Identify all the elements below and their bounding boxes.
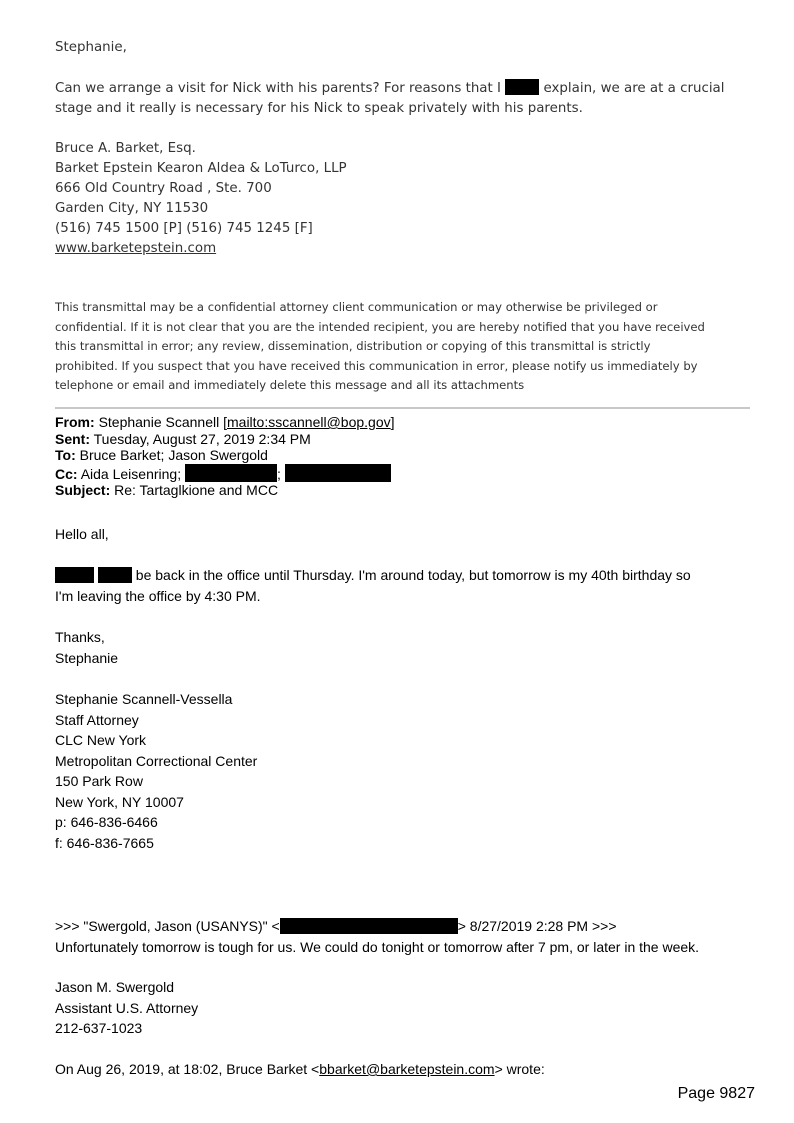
sent-label: Sent: xyxy=(55,430,90,447)
from-close: ] xyxy=(390,414,395,430)
redaction xyxy=(185,464,277,482)
disclaimer-line: confidential. If it is not clear that you are the intended recipient, you are hereby notified that you have received xyxy=(55,319,705,334)
cc-label: Cc: xyxy=(55,465,78,482)
redaction xyxy=(285,464,391,482)
message3-quote-header xyxy=(55,916,617,937)
intro-prefix: On Aug 26, 2019, at 18:02, Bruce Barket < xyxy=(55,1061,320,1077)
greeting-stephanie xyxy=(55,38,127,58)
signature-line: CLC New York xyxy=(55,732,147,748)
signature-name: Bruce A. Barket, Esq. xyxy=(55,141,196,156)
sent-row xyxy=(55,431,395,448)
signature-line: Assistant U.S. Attorney xyxy=(55,999,199,1016)
disclaimer-line: telephone or email and immediately delete this message and all its attachments xyxy=(55,378,525,392)
subject-label: Subject: xyxy=(55,482,111,498)
redaction xyxy=(55,567,94,583)
scannell-signature xyxy=(55,689,257,853)
signature-address1: 666 Old Country Road , Ste. 700 xyxy=(55,181,272,196)
from-label: From: xyxy=(55,414,95,430)
redaction xyxy=(98,567,132,583)
page-number: Page 9827 xyxy=(677,1085,755,1102)
signature-firm: Barket Epstein Kearon Aldea & LoTurco, LLP xyxy=(55,161,347,176)
message4-intro xyxy=(55,1059,545,1080)
disclaimer-line: prohibited. If you suspect that you have received this communication in error, please notify us immediately by xyxy=(55,358,698,373)
to-label: To: xyxy=(55,447,76,463)
intro-email-link[interactable]: bbarket@barketepstein.com xyxy=(319,1061,495,1077)
message3-body: Unfortunately tomorrow is tough for us. We could do tonight or tomorrow after 7 pm, or later in the week. xyxy=(55,939,700,955)
message1-body xyxy=(55,79,755,119)
disclaimer-line: This transmittal may be a confidential attorney client communication or may otherwise be privileged or xyxy=(55,300,658,314)
message2-signoff xyxy=(55,627,118,668)
swergold-signature xyxy=(55,977,198,1039)
disclaimer-line: this transmittal in error; any review, dissemination, distribution or copying of this transmittal is strictly xyxy=(55,339,651,353)
greeting-text: Stephanie, xyxy=(55,40,127,55)
cc-separator: ; xyxy=(276,465,281,482)
cc-row xyxy=(55,464,395,483)
barket-signature xyxy=(55,139,347,259)
from-email-link[interactable]: mailto:sscannell@bop.gov xyxy=(227,414,391,430)
to-value: Bruce Barket; Jason Swergold xyxy=(79,447,268,463)
redaction xyxy=(280,918,458,934)
to-row xyxy=(55,447,395,464)
from-row xyxy=(55,414,395,431)
quote-suffix: > 8/27/2019 2:28 PM >>> xyxy=(457,918,617,934)
confidentiality-disclaimer xyxy=(55,298,755,396)
from-value: Stephanie Scannell [ xyxy=(98,414,227,430)
quote-prefix: >>> "Swergold, Jason (USANYS)" < xyxy=(55,918,280,934)
sign-name: Stephanie xyxy=(55,649,119,666)
signature-line: Staff Attorney xyxy=(55,711,139,728)
message2-line1-text: be back in the office until Thursday. I'm around today, but tomorrow is my 40th birthday so xyxy=(135,567,691,583)
subject-row xyxy=(55,482,395,499)
thanks-text: Thanks, xyxy=(55,629,105,645)
signature-phones: (516) 745 1500 [P] (516) 745 1245 [F] xyxy=(55,221,313,236)
body-text-part2: explain, we are at a crucial xyxy=(543,81,725,96)
signature-line: Metropolitan Correctional Center xyxy=(55,752,258,769)
message1-line2: stage and it really is necessary for his Nick to speak privately with his parents. xyxy=(55,101,583,116)
signature-line: 212-637-1023 xyxy=(55,1020,143,1036)
signature-line: New York, NY 10007 xyxy=(55,793,184,810)
message2-greeting: Hello all, xyxy=(55,526,109,542)
signature-line: p: 646-836-6466 xyxy=(55,814,158,830)
message2-body xyxy=(55,565,755,606)
message2-line1 xyxy=(55,565,755,586)
website-link[interactable]: www.barketepstein.com xyxy=(55,241,217,256)
message2-line2: I'm leaving the office by 4:30 PM. xyxy=(55,587,261,604)
subject-value: Re: Tartaglkione and MCC xyxy=(114,482,279,498)
redaction xyxy=(505,79,539,95)
email-header xyxy=(55,414,395,499)
signature-line: 150 Park Row xyxy=(55,773,143,789)
signature-address2: Garden City, NY 11530 xyxy=(55,201,209,216)
signature-line: Stephanie Scannell-Vessella xyxy=(55,691,233,707)
body-text-part1: Can we arrange a visit for Nick with his parents? For reasons that I xyxy=(55,81,501,96)
intro-suffix: > wrote: xyxy=(494,1061,545,1077)
sent-value: Tuesday, August 27, 2019 2:34 PM xyxy=(93,430,311,447)
divider xyxy=(55,407,750,409)
message1-line1 xyxy=(55,79,755,99)
cc-value: Aida Leisenring; xyxy=(80,465,182,482)
signature-line: f: 646-836-7665 xyxy=(55,834,154,851)
signature-line: Jason M. Swergold xyxy=(55,979,175,995)
